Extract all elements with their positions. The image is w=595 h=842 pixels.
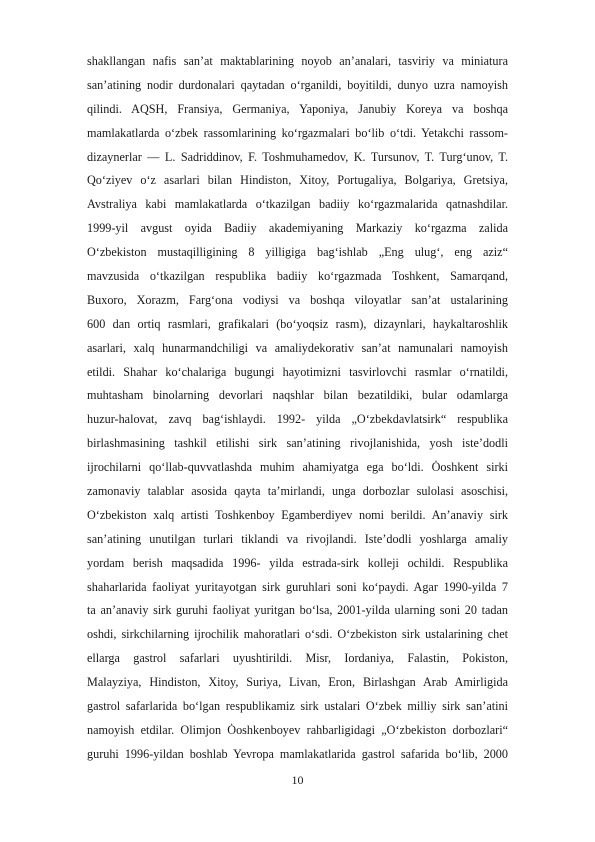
text-line: muhtasham binolarning devorlari naqshlar bilan bezatildiki, bular odamlarga: [87, 388, 508, 403]
text-line: san’atining unutilgan turlari tiklandi va rivojlandi. Iste’dodli yoshlarga amaliy: [87, 531, 508, 546]
text-line: guruhi 1996-yildan boshlab Yevropa mamlakatlarida gastrol safarida bo‘lib, 2000: [87, 746, 508, 761]
text-line: zamonaviy talablar asosida qayta ta’mirlandi, unga dorbozlar sulolasi asoschisi,: [87, 484, 508, 499]
text-line: gastrol safarlarida bo‘lgan respublikamiz sirk ustalari O‘zbek milliy sirk san’atini: [87, 699, 508, 714]
text-line: ta an’anaviy sirk guruhi faoliyat yuritgan bo‘lsa, 2001-yilda ularning soni 20 tadan: [87, 603, 508, 618]
text-line: dizaynerlar — L. Sadriddinov, F. Toshmuhamedov, K. Tursunov, T. Turg‘unov, T.: [87, 149, 508, 164]
text-line: asarlari, xalq hunarmandchiligi va amaliydekorativ san’at namunalari namoyish: [87, 340, 508, 355]
text-line: O‘zbekiston xalq artisti Toshkenboy Egamberdiyev nomi berildi. An’anaviy sirk: [87, 507, 508, 522]
text-line: san’atining nodir durdonalari qaytadan o‘rganildi, boyitildi, dunyo uzra namoyish: [87, 77, 508, 92]
text-line: shaharlarida faoliyat yuritayotgan sirk guruhlari soni ko‘paydi. Agar 1990-yilda 7: [87, 579, 508, 594]
text-line: Buxoro, Xorazm, Farg‘ona vodiysi va boshqa viloyatlar san’at ustalarining: [87, 292, 508, 307]
text-line: O‘zbekiston mustaqilligining 8 yilligiga bag‘ishlab „Eng ulug‘, eng aziz“: [87, 245, 508, 260]
text-line: huzur-halovat, zavq bag‘ishlaydi. 1992- yilda „O‘zbekdavlatsirk“ respublika: [87, 412, 508, 427]
text-line: yordam berish maqsadida 1996- yilda estrada-sirk kolleji ochildi. Respublika: [87, 555, 508, 570]
text-line: 600 dan ortiq rasmlari, grafikalari (bo‘yoqsiz rasm), dizaynlari, haykaltaroshlik: [87, 316, 508, 331]
page-text: [87, 50, 508, 767]
text-line: qilindi. AQSH, Fransiya, Germaniya, Yaponiya, Janubiy Koreya va boshqa: [87, 101, 508, 116]
page-number: 10: [291, 773, 304, 787]
text-line: ellarga gastrol safarlari uyushtirildi. Misr, Iordaniya, Falastin, Pokiston,: [87, 651, 508, 666]
text-line: oshdi, sirkchilarning ijrochilik mahoratlari o‘sdi. O‘zbekiston sirk ustalarining chet: [87, 627, 508, 642]
text-line: mavzusida o‘tkazilgan respublika badiiy ko‘rgazmada Toshkent, Samarqand,: [87, 269, 508, 284]
text-line: birlashmasining tashkil etilishi sirk san’atining rivojlanishida, yosh iste’dodli: [87, 436, 508, 451]
text-line: mamlakatlarda o‘zbek rassomlarining ko‘rgazmalari bo‘lib o‘tdi. Yetakchi rassom-: [87, 125, 508, 140]
text-line: Qo‘ziyev o‘z asarlari bilan Hindiston, Xitoy, Portugaliya, Bolgariya, Gretsiya,: [87, 173, 508, 188]
text-line: 1999-yil avgust oyida Badiiy akademiyaning Markaziy ko‘rgazma zalida: [87, 221, 508, 236]
text-line: shakllangan nafis san’at maktablarining noyob an’analari, tasviriy va miniatura: [87, 54, 508, 68]
text-line: etildi. Shahar ko‘chalariga bugungi hayotimizni tasvirlovchi rasmlar o‘rnatildi,: [87, 364, 508, 379]
text-line: namoyish etdilar. Olimjon Ȯoshkenboyev rahbarligidagi „O‘zbekiston dorbozlari“: [87, 722, 508, 737]
text-line: ijrochilarni qo‘llab-quvvatlashda muhim ahamiyatga ega bo‘ldi. Ȯoshkent sirki: [87, 460, 508, 475]
text-line: Malayziya, Hindiston, Xitoy, Suriya, Livan, Eron, Birlashgan Arab Amirligida: [87, 675, 508, 690]
text-line: Avstraliya kabi mamlakatlarda o‘tkazilgan badiiy ko‘rgazmalarida qatnashdilar.: [87, 197, 508, 212]
